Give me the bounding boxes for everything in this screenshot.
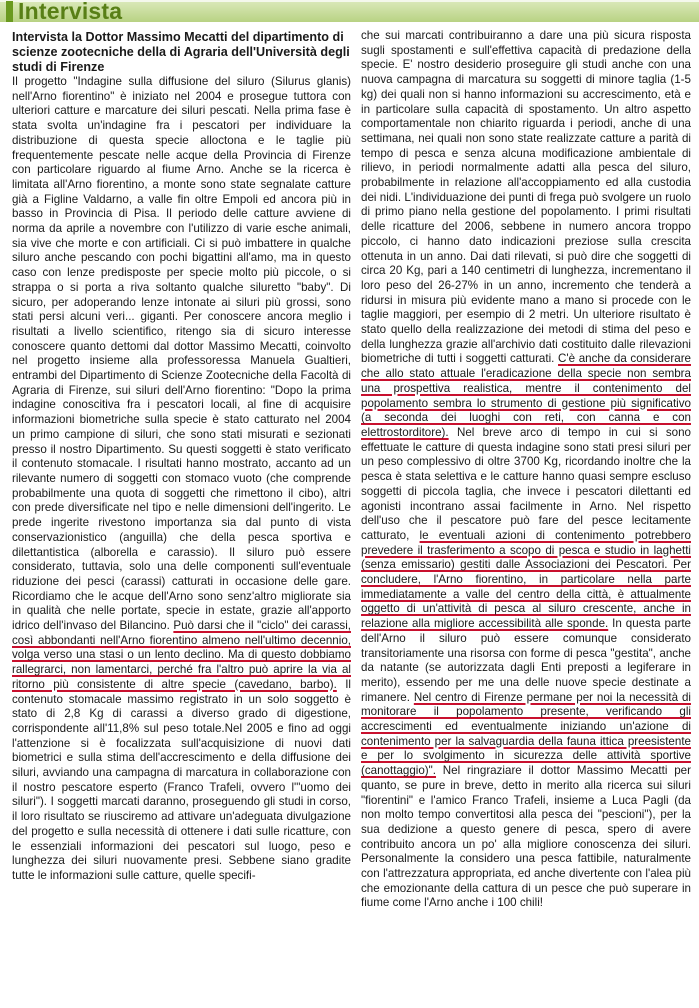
right-column: [361, 29, 691, 911]
section-header: [0, 0, 699, 22]
highlight-firenze: Nel centro di Firenze permane per noi la necessità di monitorare il popolamento presente, verificando gli accrescimenti ed eventualmente iniziando un'azione di contenimento per la salvaguardia della fauna ittica preesistente e per lo svolgimento in sicurezza delle attività sportive (canottaggio)".: [361, 690, 691, 778]
left-column: [12, 30, 351, 884]
highlight-eradicazione: C'è anche da considerare che allo stato attuale l'eradicazione della specie non sembra una prospettiva realistica, mentre il contenimento del popolamento sembra lo strumento di gestione più significativo (a seconda dei luoghi con reti, con canna e con elettrostorditore).: [361, 352, 691, 439]
right-paragraph-start: che sui marcati contribuiranno a dare una più sicura risposta sugli spostamenti e sull'effettiva capacità di predazione della specie. E' nostro desiderio proseguire gli studi anche con una nuova campagna di marcatura su soggetti di minore taglia (1-5 kg) dei quali non si hanno informazioni su accrescimento, età e in particolare sulla capacità di spostamento. Un altro aspetto comportamentale non chiarito riguarda i periodi, anche di una settimana, nei quali non sono state realizzate catture a parità di tempo di pesca e senza alcuna modificazione ambientale di rilievo, in periodi normalmente adatti alla pesca del siluro, probabilmente in relazione all'accoppiamento ed alla custodia dei nidi. L'individuazione dei punti di frega può svolgere un ruolo di primo piano nella gestione del popolamento. I primi risultati delle ricatture del 2006, sebbene in numero ancora troppo piccolo, ci hanno dato indicazioni preziose sulla crescita ottenuta in un anno. Dai dati rilevati, si può dire che soggetti di circa 20 Kg, pari a 140 centimetri di lunghezza, incrementano il loro peso del 26-27% in un anno, incremento che tenderà a ridursi in misura più evidente mano a mano si procede con le taglie maggiori, per esempio di 2 metri. Un ulteriore risultato è stato quello della realizzazione dei metodi di stima del peso e della lunghezza grazie all'archivio dati costituito dalle rilevazioni biometriche di tutti i soggetti catturati.: [361, 29, 691, 366]
left-paragraph-end: Il contenuto stomacale massimo registrato in un solo soggetto è stato di 2,8 Kg di carassi a diverso grado di digestione, corrispondente all'11,8% sul peso totale.Nel 2005 e fino ad oggi l'attenzione si è focalizzata sull'acquisizione di nuovi dati biometrici e sulla stima dell'accrescimento e della diffusione dei siluri, avviando una campagna di marcatura in collaborazione con il nostro pescatore esperto (Franco Trafeli, ovvero l'"uomo dei siluri"). I soggetti marcati daranno, proseguendo gli studi in corso, il loro risultato se riusciremo ad attivare un'adeguata divulgazione del progetto e sulla necessità di ottenere i dati sulle ricatture, con le essenziali informazioni dei pescatori sul luogo, peso e lunghezza dei siluri nuovamente presi. Sebbene siano gradite tutte le informazioni sulle catture, quelle specifi-: [12, 677, 351, 882]
section-title: Intervista: [18, 0, 123, 24]
article-text-left: [12, 75, 351, 884]
highlight-carassi: Può darsi che il "ciclo" dei carassi, così abbondanti nell'Arno fiorentino almeno nell'ultimo decennio, volga verso una stasi o un lento declino. Ma di questo dobbiamo rallegrarci, non lamentarci, perché fra l'altro può aprire la via al ritorno più consistente di altre specie (cavedano, barbo).: [12, 619, 351, 691]
header-marker: [6, 1, 13, 22]
left-paragraph-start: Il progetto "Indagine sulla diffusione del siluro (Silurus glanis) nell'Arno fiorentino" è iniziato nel 2004 e prosegue tuttora con ulteriori catture e marcature dei siluri pescati. Nella prima fase è stata svolta un'indagine fra i pescatori per individuare la distribuzione di questa specie alloctona e le taglie più frequentemente pescate nelle acque della Provincia di Firenze con particolare riguardo al fiume Arno. Anche se la ricerca è limitata all'Arno fiorentino, a monte sono state segnalate catture già a Figline Valdarno, a valle fin oltre Empoli ed ancora più in basso in Provincia di Pisa. Il periodo delle catture avviene di norma da aprile a novembre con l'utilizzo di varie esche animali, sia vive che morte e con artificiali. Ci si può imbattere in qualche siluro anche pescando con pochi bigattini all'amo, ma in questo caso con lenze predisposte per specie molto più piccole, o si strappa o si porta a riva soltanto qualche siluretto "baby". Di sicuro, per adoperando lenze intonate ai siluri più grossi, sono stati persi alcuni veri... giganti. Per conoscere ancora meglio i risultati a livello scientifico, ritengo sia di sicuro interesse conoscere quanto dettomi dal dottor Massimo Mecatti, coinvolto nel progetto insieme alla professoressa Manuela Gualtieri, entrambi del Dipartimento di Scienze Zootecniche della Facoltà di Agraria di Firenze, sui siluri dell'Arno fiorentino: "Dopo la prima indagine conoscitiva fra i pescatori locali, al fine di acquisire informazioni biometriche sulla specie è stato catturato nel 2004 un primo campione di siluri, che sono stati misurati e sezionati presso il nostro Dipartimento. Su questi soggetti è stato verificato il contenuto stomacale. I risultati hanno mostrato, accanto ad un rilevante numero di soggetti con stomaco vuoto (che comprende probabilmente una quota di soggetti che rimettono il cibo), altri con prede diversificate nel tipo e nelle dimensioni dell'ingerito. Le prede ingerite rivestono importanza sia dal punto di vista conservazionistico (anguilla) che della pesca sportiva e dilettantistica (alborella e carassio). Il siluro può essere considerato, tuttavia, solo una delle componenti sull'eventuale riduzione dei pesci (carassi) catturati in occasione delle gare. Ricordiamo che le acque dell'Arno sono senz'altro migliorate sia in qualità che nelle portate, specie in estate, grazie all'apporto idrico dell'invaso del Bilancino.: [12, 75, 351, 633]
right-paragraph-risorsa: In questa parte dell'Arno il siluro può essere comunque considerato transitoriamente una risorsa con forme di pesca "gestita", anche da natante (se autorizzata dagli Enti preposti a legiferare in merito), essendo per me una delle nuove specie destinate a rimanere.: [361, 617, 691, 704]
right-paragraph-conclusion: Nel ringraziare il dottor Massimo Mecatti per quanto, se pure in breve, detto in merito alla ricerca sui siluri "fiorentini" e l'amico Franco Trafeli, insieme a Luca Pagli (da non molto tempo convertitosi alla pesca dei "pescioni"), per la sua dedizione a questo genere di pesca, spero di avere contribuito ancora un po' alla migliore conoscenza dei siluri. Personalmente la considero una pesca fattibile, naturalmente con l'attrezzatura appropriata, ed anche divertente con l'alea più che emozionante della cattura di un pesce che può superare in fiume come l'Arno anche i 100 chili!: [361, 764, 691, 910]
right-paragraph-catture: Nel breve arco di tempo in cui si sono effettuate le catture di questa indagine sono stati presi siluri per un peso complessivo di oltre 3700 Kg, ricordando inoltre che la pesca è stata selettiva e le catture hanno quasi sempre escluso soggetti di piccola taglia, che invece i pescatori dilettanti ed agonisti incontrano assai facilmente in Arno. Nel rispetto dell'uso che il pescatore può fare del pesce lecitamente catturato,: [361, 425, 691, 542]
intro-heading: Intervista la Dottor Massimo Mecatti del dipartimento di scienze zootecniche della di Agraria dell'Università degli studi di Firenze: [12, 30, 350, 74]
highlight-contenimento: le eventuali azioni di contenimento potrebbero prevedere il trasferimento a scopo di pesca e studio in laghetti (senza emissario) gestiti dalle Associazioni dei Pescatori. Per concludere, l'Arno fiorentino, in particolare nella parte immediatamente a valle del centro della città, è attualmente oggetto di un'attività di pesca al siluro crescente, anche in relazione alla migliore accessibilità alle sponde.: [361, 528, 691, 631]
article-text-right: [361, 29, 691, 911]
